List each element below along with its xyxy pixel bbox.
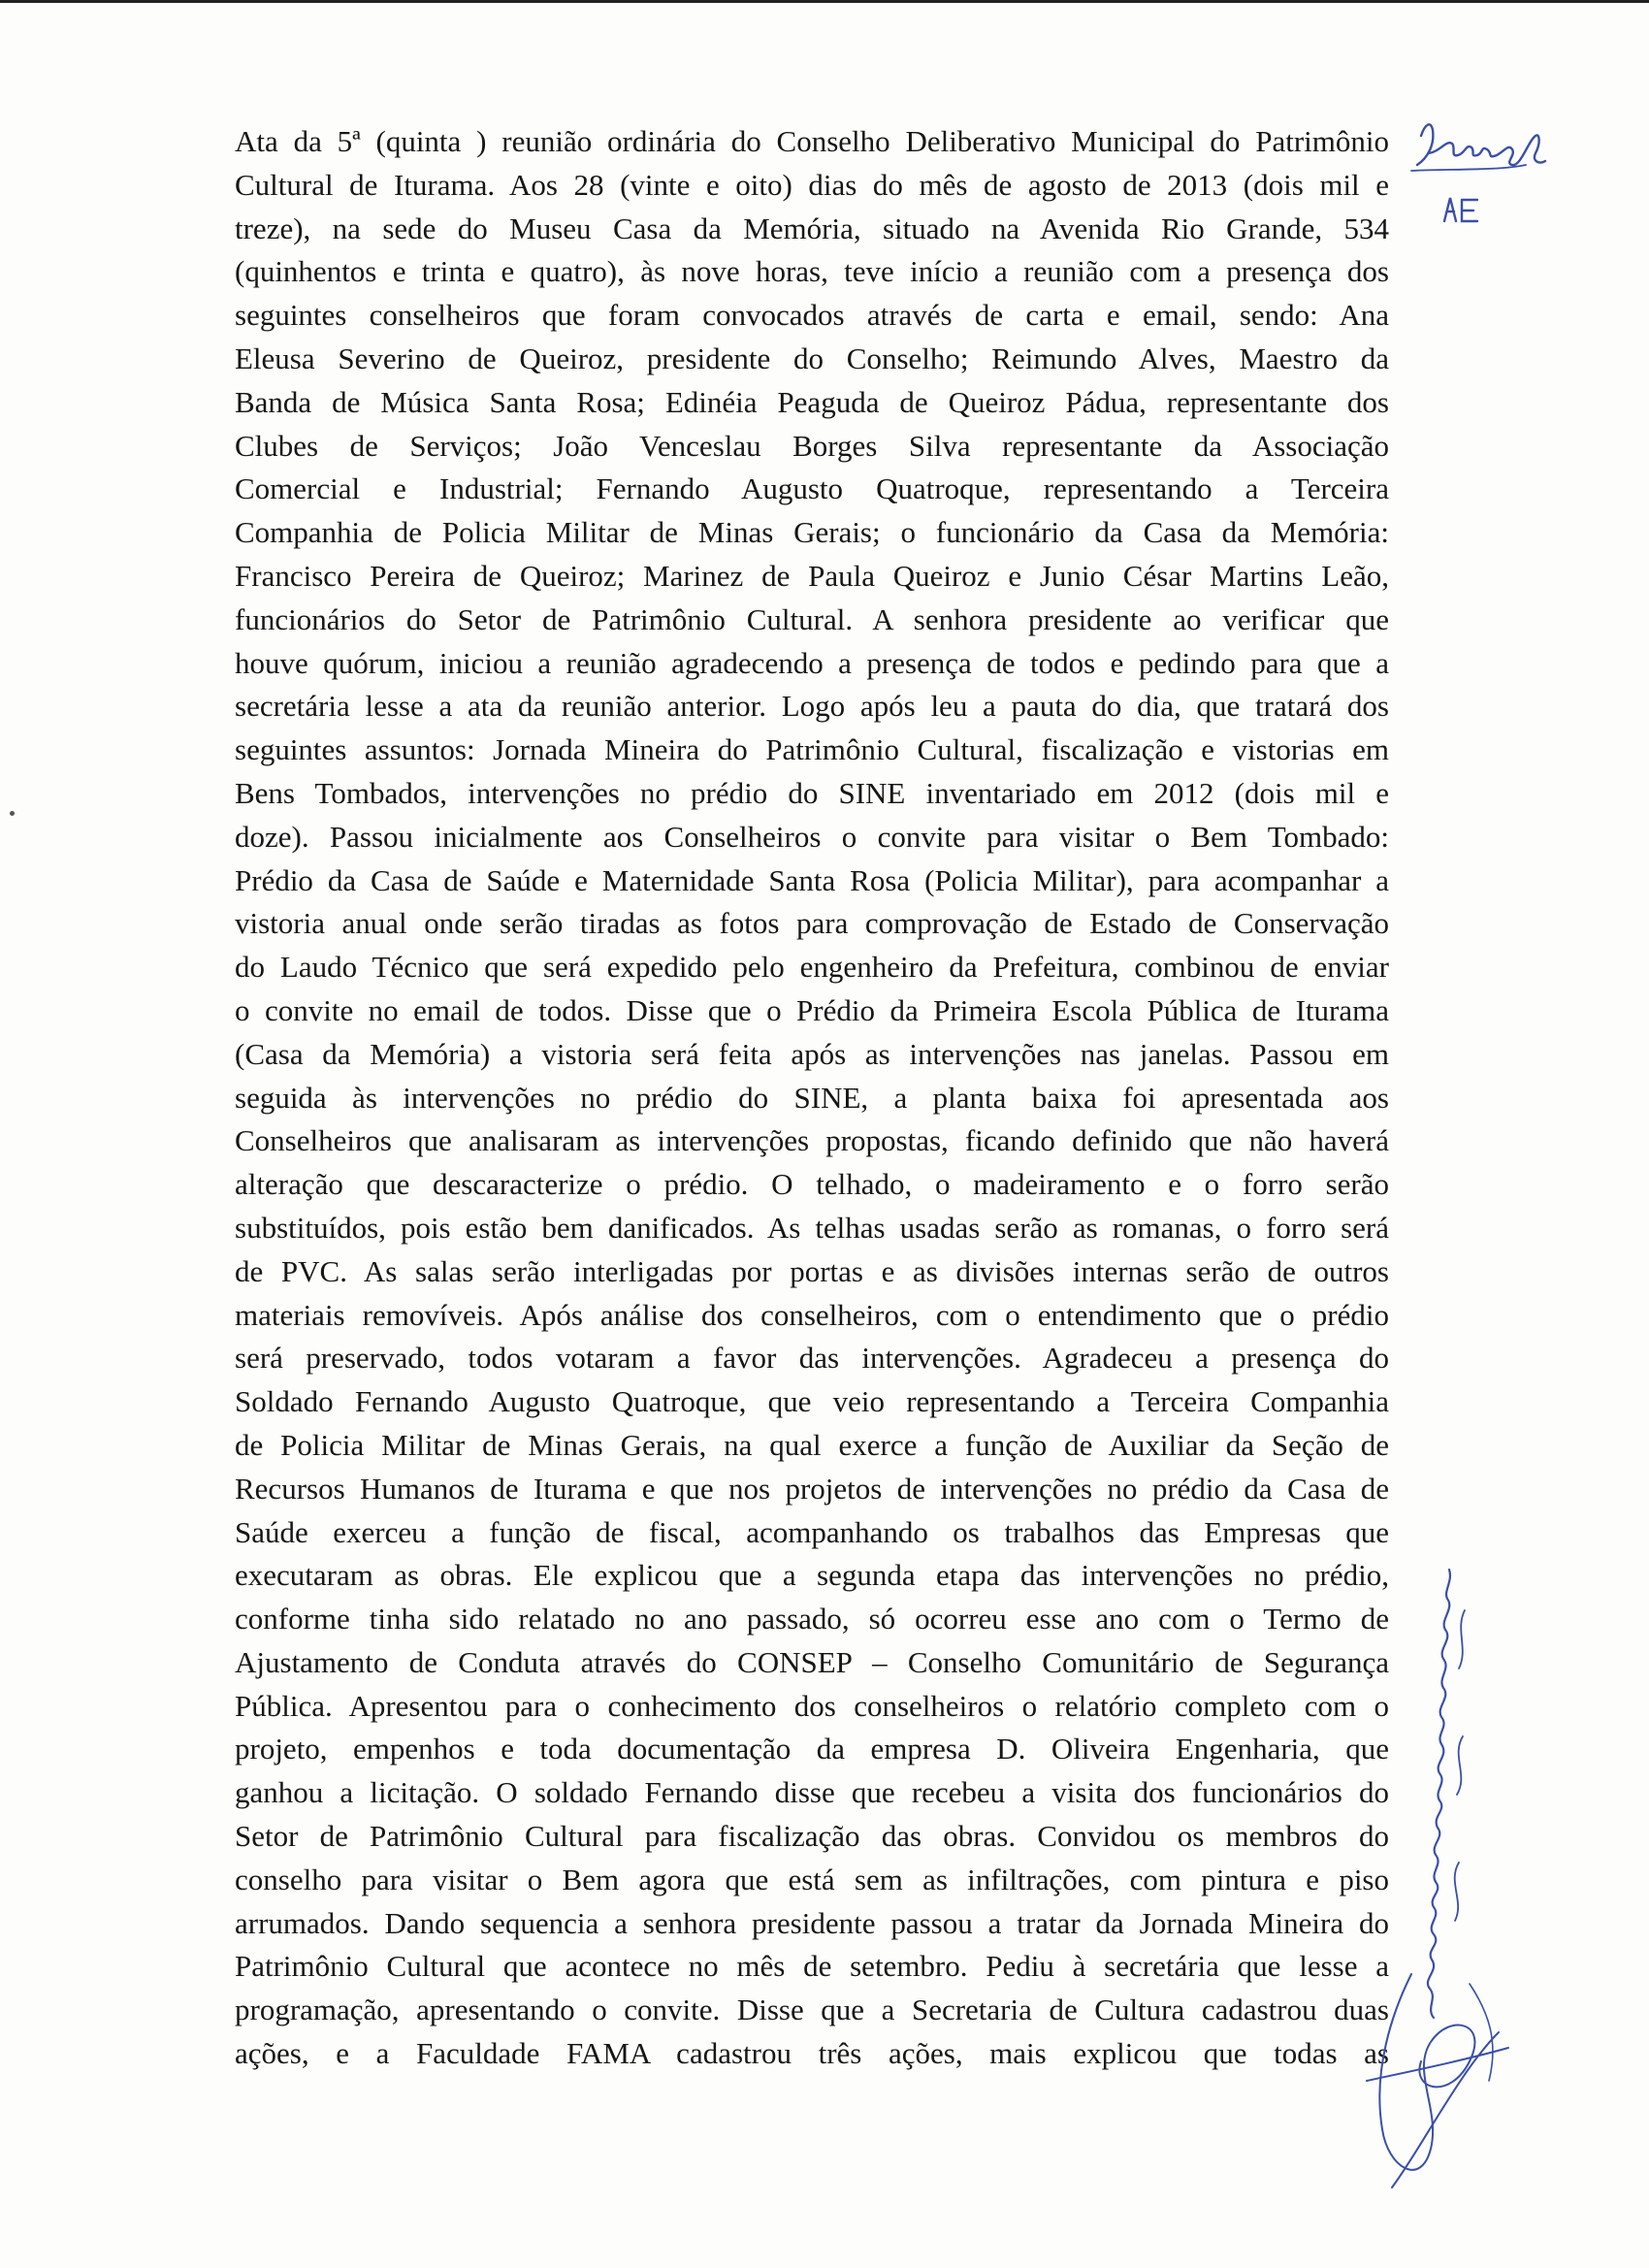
text-line: materiais removíveis. Após análise dos conselheiros, com o entendimento que o prédio: [235, 1297, 1389, 1332]
text-line: Ata da 5ª (quinta ) reunião ordinária do Conselho Deliberativo Municipal do Patrimônio: [235, 124, 1389, 158]
text-line: Saúde exerceu a função de fiscal, acompanhando os trabalhos das Empresas que: [235, 1514, 1389, 1549]
text-line: seguida às intervenções no prédio do SINE, a planta baixa foi apresentada aos: [235, 1080, 1389, 1115]
text-line: de PVC. As salas serão interligadas por portas e as divisões internas serão de outros: [235, 1253, 1389, 1288]
handwritten-signature-top-right: [1411, 114, 1557, 260]
text-line: de Policia Militar de Minas Gerais, na qual exerce a função de Auxiliar da Seção de: [235, 1427, 1389, 1462]
text-line: o convite no email de todos. Disse que o Prédio da Primeira Escola Pública de Iturama: [235, 992, 1389, 1027]
text-line: projeto, empenhos e toda documentação da empresa D. Oliveira Engenharia, que: [235, 1732, 1389, 1766]
text-line: Pública. Apresentou para o conhecimento dos conselheiros o relatório completo com o: [235, 1688, 1389, 1723]
text-line: funcionários do Setor de Patrimônio Cultural. A senhora presidente ao verificar que: [235, 601, 1389, 636]
text-line: Ajustamento de Conduta através do CONSEP – Conselho Comunitário de Segurança: [235, 1644, 1389, 1679]
text-line: arrumados. Dando sequencia a senhora presidente passou a tratar da Jornada Mineira do: [235, 1905, 1389, 1940]
text-line: alteração que descaracterize o prédio. O telhado, o madeiramento e o forro serão: [235, 1167, 1389, 1202]
text-line: Prédio da Casa de Saúde e Maternidade Santa Rosa (Policia Militar), para acompanhar a: [235, 862, 1389, 897]
text-line: conselho para visitar o Bem agora que está sem as infiltrações, com pintura e piso: [235, 1862, 1389, 1896]
text-line: Bens Tombados, intervenções no prédio do SINE inventariado em 2012 (dois mil e: [235, 775, 1389, 810]
text-line: será preservado, todos votaram a favor das intervenções. Agradeceu a presença do: [235, 1341, 1389, 1376]
text-line: (Casa da Memória) a vistoria será feita após as intervenções nas janelas. Passou em: [235, 1036, 1389, 1071]
text-line: conforme tinha sido relatado no ano passado, só ocorreu esse ano com o Termo de: [235, 1602, 1389, 1636]
text-line: (quinhentos e trinta e quatro), às nove horas, teve início a reunião com a presença dos: [235, 254, 1389, 289]
handwritten-initials-bottom-right: [1353, 1955, 1528, 2197]
text-line: Patrimônio Cultural que acontece no mês de setembro. Pediu à secretária que lesse a: [235, 1949, 1389, 1984]
text-line: executaram as obras. Ele explicou que a segunda etapa das intervenções no prédio,: [235, 1558, 1389, 1593]
scan-top-edge: [0, 0, 1649, 3]
text-line: Francisco Pereira de Queiroz; Marinez de Paula Queiroz e Junio César Martins Leão,: [235, 558, 1389, 593]
text-line: treze), na sede do Museu Casa da Memória, situado na Avenida Rio Grande, 534: [235, 211, 1389, 245]
text-line: do Laudo Técnico que será expedido pelo engenheiro da Prefeitura, combinou de enviar: [235, 950, 1389, 985]
text-line: Eleusa Severino de Queiroz, presidente do Conselho; Reimundo Alves, Maestro da: [235, 340, 1389, 375]
text-line: Conselheiros que analisaram as intervenções propostas, ficando definido que não haverá: [235, 1123, 1389, 1158]
text-line: programação, apresentando o convite. Disse que a Secretaria de Cultura cadastrou duas: [235, 1993, 1389, 2027]
text-line: seguintes assuntos: Jornada Mineira do Patrimônio Cultural, fiscalização e vistorias em: [235, 732, 1389, 767]
minutes-body-text: [235, 120, 1389, 2076]
text-line: Recursos Humanos de Iturama e que nos projetos de intervenções no prédio da Casa de: [235, 1471, 1389, 1506]
text-line: seguintes conselheiros que foram convocados através de carta e email, sendo: Ana: [235, 298, 1389, 333]
text-line: Setor de Patrimônio Cultural para fiscalização das obras. Convidou os membros do: [235, 1819, 1389, 1854]
text-line: substituídos, pois estão bem danificados. As telhas usadas serão as romanas, o forro será: [235, 1210, 1389, 1245]
text-line: Banda de Música Santa Rosa; Edinéia Peaguda de Queiroz Pádua, representante dos: [235, 384, 1389, 419]
text-line: Comercial e Industrial; Fernando Augusto Quatroque, representando a Terceira: [235, 471, 1389, 506]
text-line: Companhia de Policia Militar de Minas Gerais; o funcionário da Casa da Memória:: [235, 515, 1389, 550]
text-line: houve quórum, iniciou a reunião agradecendo a presença de todos e pedindo para que a: [235, 645, 1389, 680]
text-line: doze). Passou inicialmente aos Conselheiros o convite para visitar o Bem Tombado:: [235, 819, 1389, 854]
text-line: Soldado Fernando Augusto Quatroque, que veio representando a Terceira Companhia: [235, 1384, 1389, 1419]
text-line: ganhou a licitação. O soldado Fernando disse que recebeu a visita dos funcionários do: [235, 1775, 1389, 1810]
scan-speck: [10, 811, 15, 816]
text-line: Cultural de Iturama. Aos 28 (vinte e oito) dias do mês de agosto de 2013 (dois mil e: [235, 167, 1389, 202]
text-line: Clubes de Serviços; João Venceslau Borges Silva representante da Associação: [235, 428, 1389, 463]
text-line: secretária lesse a ata da reunião anterior. Logo após leu a pauta do dia, que tratará dos: [235, 689, 1389, 724]
text-line: vistoria anual onde serão tiradas as fotos para comprovação de Estado de Conservação: [235, 906, 1389, 941]
text-line: ações, e a Faculdade FAMA cadastrou três ações, mais explicou que todas as: [235, 2036, 1389, 2071]
